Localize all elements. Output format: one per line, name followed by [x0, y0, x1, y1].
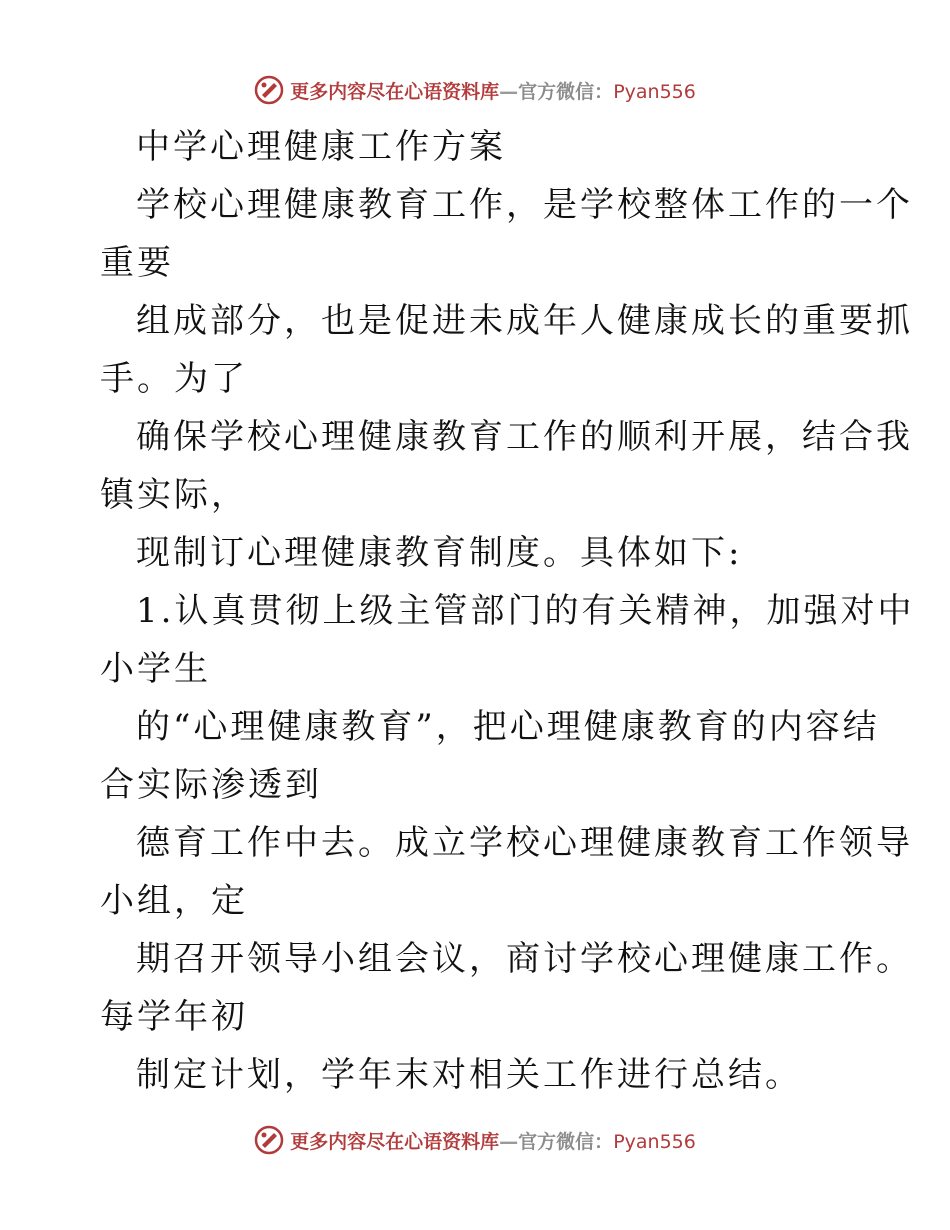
- paragraph-line: 合实际渗透到: [100, 765, 322, 805]
- red-seal-logo-icon: [254, 75, 284, 105]
- paragraph-line: 小学生: [100, 649, 211, 689]
- document-body: [100, 118, 915, 1104]
- watermark-text: 更多内容尽在心语资料库—官方微信：Pyan556: [290, 1130, 696, 1153]
- paragraph-line: 学校心理健康教育工作，是学校整体工作的一个: [136, 185, 913, 225]
- paragraph-line: 德育工作中去。成立学校心理健康教育工作领导: [136, 823, 913, 863]
- footer-watermark: [0, 1120, 950, 1160]
- paragraph-line: 的“心理健康教育”，把心理健康教育的内容结: [136, 707, 880, 747]
- header-watermark: [0, 70, 950, 110]
- paragraph-line: 小组，定: [100, 881, 248, 921]
- paragraph-line: 镇实际，: [100, 475, 248, 515]
- paragraph-line: 现制订心理健康教育制度。具体如下:: [136, 533, 743, 573]
- paragraph-line: 1.认真贯彻上级主管部门的有关精神，加强对中: [136, 591, 915, 631]
- watermark-text: 更多内容尽在心语资料库—官方微信：Pyan556: [290, 80, 696, 103]
- paragraph-line: 制定计划，学年末对相关工作进行总结。: [136, 1055, 802, 1095]
- paragraph-line: 手。为了: [100, 359, 248, 399]
- paragraph-line: 重要: [100, 243, 174, 283]
- paragraph-line: 确保学校心理健康教育工作的顺利开展，结合我: [136, 417, 913, 457]
- paragraph-line: 期召开领导小组会议，商讨学校心理健康工作。: [136, 939, 913, 979]
- paragraph-line: 中学心理健康工作方案: [136, 127, 506, 167]
- red-seal-logo-icon: [254, 1125, 284, 1155]
- paragraph-line: 组成部分，也是促进未成年人健康成长的重要抓: [136, 301, 913, 341]
- paragraph-line: 每学年初: [100, 997, 248, 1037]
